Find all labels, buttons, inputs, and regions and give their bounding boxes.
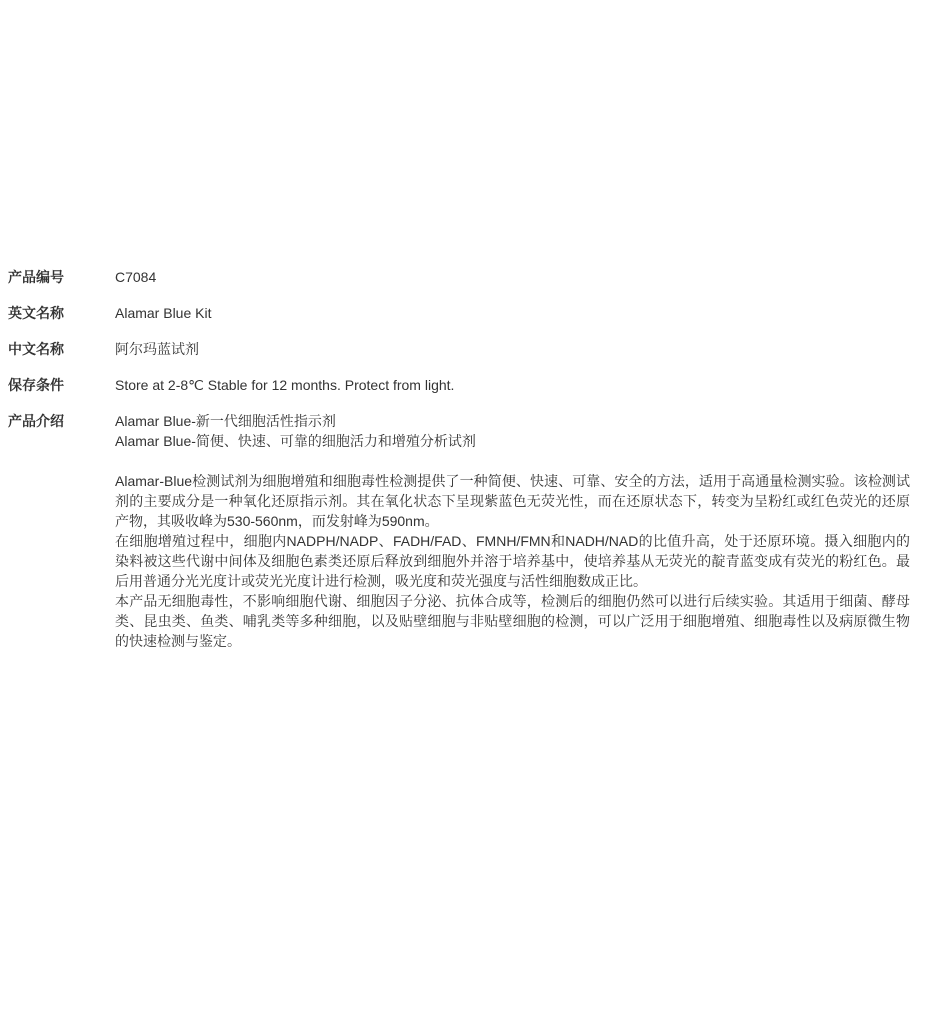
spec-value-english-name: Alamar Blue Kit bbox=[115, 305, 212, 321]
spec-label-english-name: 英文名称 bbox=[8, 305, 64, 321]
intro-line-spacer bbox=[115, 451, 910, 471]
spec-label-storage-condition: 保存条件 bbox=[8, 377, 64, 393]
intro-paragraph-overview: Alamar-Blue检测试剂为细胞增殖和细胞毒性检测提供了一种简便、快速、可靠、安全的方法，适用于高通量检测实验。该检测试剂的主要成分是一种氧化还原指示剂。其在氧化状态下呈现紫蓝色无荧光性，而在还原状态下，转变为呈粉红或红色荧光的还原产物，其吸收峰为530-560nm，而发射峰为590nm。 bbox=[115, 473, 910, 529]
spec-value-chinese-name: 阿尔玛蓝试剂 bbox=[115, 341, 199, 357]
spec-label-product-code: 产品编号 bbox=[8, 269, 64, 285]
intro-paragraph-mechanism: 在细胞增殖过程中，细胞内NADPH/NADP、FADH/FAD、FMNH/FMN和NADH/NAD的比值升高，处于还原环境。摄入细胞内的染料被这些代谢中间体及细胞色素类还原后释放到细胞外并溶于培养基中，使培养基从无荧光的靛青蓝变成有荧光的粉红色。最后用普通分光光度计或荧光光度计进行检测，吸光度和荧光强度与活性细胞数成正比。 bbox=[115, 533, 910, 589]
intro-paragraph-applications: 本产品无细胞毒性，不影响细胞代谢、细胞因子分泌、抗体合成等，检测后的细胞仍然可以进行后续实验。其适用于细菌、酵母类、昆虫类、鱼类、哺乳类等多种细胞，以及贴壁细胞与非贴壁细胞的检测，可以广泛用于细胞增殖、细胞毒性以及病原微生物的快速检测与鉴定。 bbox=[115, 593, 910, 649]
spec-label-product-intro: 产品介绍 bbox=[8, 413, 64, 429]
spec-value-product-code: C7084 bbox=[115, 269, 157, 285]
spec-row-product-intro bbox=[8, 411, 910, 651]
spec-row-storage-condition bbox=[8, 375, 910, 395]
spec-row-chinese-name bbox=[8, 339, 910, 359]
intro-line-subtitle-1: Alamar Blue-新一代细胞活性指示剂 bbox=[115, 413, 336, 429]
spec-label-chinese-name: 中文名称 bbox=[8, 341, 64, 357]
product-intro-text bbox=[115, 411, 910, 651]
spec-row-product-code bbox=[8, 267, 910, 287]
spec-value-storage-condition: Store at 2-8℃ Stable for 12 months. Protect from light. bbox=[115, 377, 455, 393]
intro-line-subtitle-2: Alamar Blue-简便、快速、可靠的细胞活力和增殖分析试剂 bbox=[115, 433, 476, 449]
spec-row-english-name bbox=[8, 303, 910, 323]
